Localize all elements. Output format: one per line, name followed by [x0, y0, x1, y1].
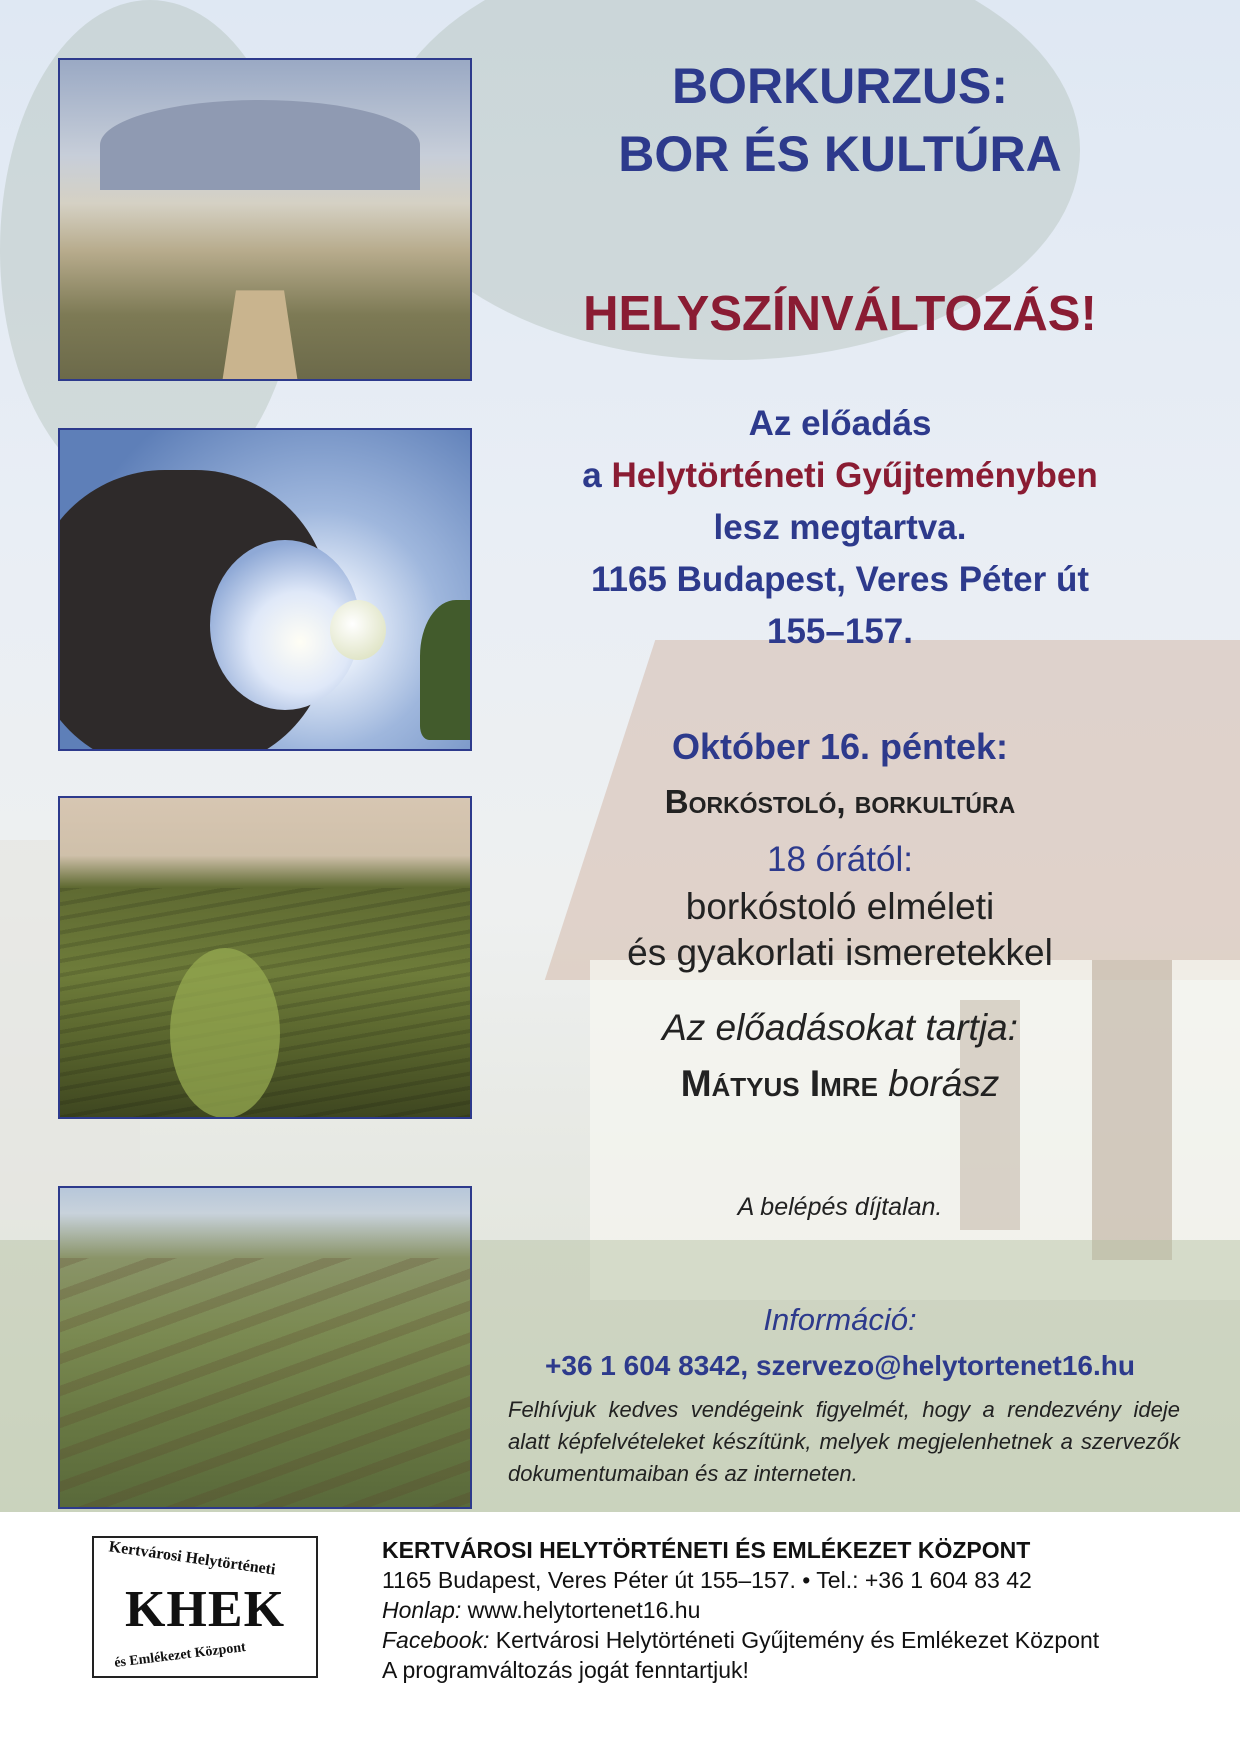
website-label: Honlap:: [382, 1597, 462, 1623]
info-label: Információ:: [763, 1302, 917, 1337]
website-link[interactable]: www.helytortenet16.hu: [461, 1597, 701, 1623]
venue-block: [480, 398, 1200, 658]
logo-bottom-text: és Emlékezet Központ: [113, 1640, 247, 1672]
lecturer-name: Mátyus Imre: [680, 1063, 878, 1104]
lecturer: [480, 1060, 1200, 1108]
facebook-label: Facebook:: [382, 1627, 490, 1653]
photo-vineyard-rows: [58, 796, 472, 1119]
photo-vineyard-road: [58, 58, 472, 381]
lecturer-role: borász: [888, 1063, 1000, 1104]
footer-address: 1165 Budapest, Veres Péter út 155–157. • Tel.: +36 1 604 83 42: [382, 1567, 1032, 1593]
photo-hill: [100, 100, 420, 190]
venue-address-number: 155–157.: [767, 612, 913, 651]
venue-line-2: [480, 450, 1200, 502]
event-date: Október 16. péntek:: [671, 726, 1009, 767]
photo-road: [220, 290, 300, 381]
venue-place: Helytörténeti Gyűjteményben: [611, 456, 1098, 495]
photo-grape: [330, 600, 386, 660]
lecturer-intro: Az előadásokat tartja:: [662, 1007, 1018, 1048]
venue-address: 1165 Budapest, Veres Péter út: [590, 560, 1090, 599]
facebook-link[interactable]: Kertvárosi Helytörténeti Gyűjtemény és Emlékezet Központ: [489, 1627, 1100, 1653]
logo-top-text: Kertvárosi Helytörténeti: [107, 1538, 277, 1579]
title-line-2: BOR ÉS KULTÚRA: [618, 126, 1062, 182]
photo-vine: [170, 948, 280, 1118]
kek-logo: [92, 1536, 318, 1678]
footer-org-name: KERTVÁROSI HELYTÖRTÉNETI ÉS EMLÉKEZET KÖZPONT: [382, 1537, 1031, 1563]
venue-line-3: lesz megtartva.: [713, 508, 967, 547]
page-title: [480, 52, 1200, 188]
contact-line[interactable]: +36 1 604 8342, szervezo@helytortenet16.hu: [545, 1350, 1135, 1381]
event-description: [480, 884, 1200, 976]
photo-grape-in-fingers: [58, 428, 472, 751]
footer-website: [382, 1595, 1202, 1625]
venue-line-1: Az előadás: [748, 404, 932, 443]
event-desc-line-1: borkóstoló elméleti: [685, 886, 995, 927]
photo-leaf: [420, 600, 472, 740]
title-line-1: BORKURZUS:: [671, 58, 1009, 114]
venue-prefix: a: [582, 456, 612, 495]
photo-fields: [60, 1258, 470, 1509]
footer-facebook: [382, 1625, 1202, 1655]
footer-disclaimer: A programváltozás jogát fenntartjuk!: [382, 1657, 749, 1683]
event-topic: Borkóstoló, borkultúra: [664, 783, 1016, 820]
event-desc-line-2: és gyakorlati ismeretekkel: [627, 932, 1053, 973]
photo-vineyard-landscape: [58, 1186, 472, 1509]
entry-note: A belépés díjtalan.: [737, 1193, 943, 1221]
photo-notice: Felhívjuk kedves vendégeink figyelmét, hogy a rendezvény ideje alatt képfelvételeket készítünk, melyek megjelenhetnek a szervezők dokumentumaiban és az interneten.: [508, 1397, 1180, 1486]
logo-monogram: KHEK: [124, 1581, 286, 1638]
location-change-alert: HELYSZÍNVÁLTOZÁS!: [583, 287, 1097, 341]
footer-info: [382, 1535, 1202, 1685]
event-time: 18 órától:: [767, 840, 913, 879]
